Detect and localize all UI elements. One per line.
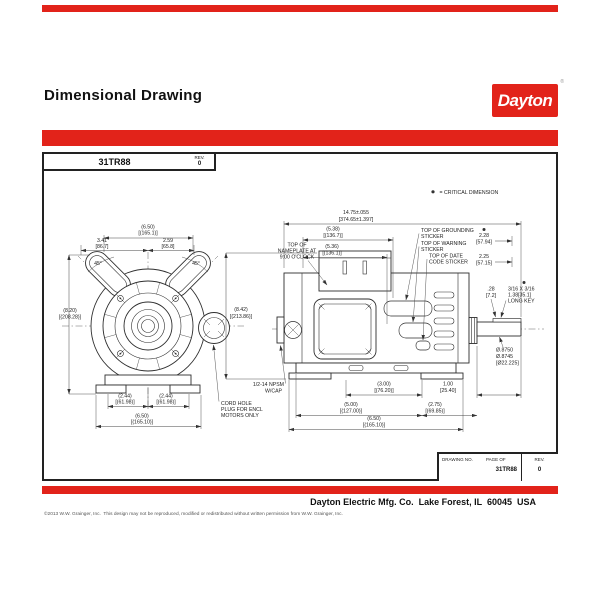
shaft-key [493,319,521,323]
rev-label: REV. [534,457,545,462]
dim-text: (3.00) [377,381,391,388]
dim-text: (8.42) [234,307,248,313]
warning-note: STICKER [421,247,444,253]
dim-text: 3.41 [96,238,108,244]
dim-text: [(136.7)] [323,233,343,239]
key-note: 1.38[35.1] [508,292,532,299]
dim-text: [(165.10)] [130,419,154,426]
dim-text: [(208.28)] [58,314,82,321]
critical-dot-icon [483,228,486,231]
company-address: Dayton Electric Mfg. Co. Lake Forest, IL 60045 USA [310,497,536,507]
conduit-boss [277,317,284,343]
dim-text: [(127.00)] [339,408,363,415]
page-of-label: PAGE OF [486,457,506,462]
dim-text: [(76.20)] [374,388,394,394]
dim-text: 2.28 [478,233,490,239]
angle-label: 45° [192,261,200,267]
nameplate-note: 9:00 O'CLOCK [279,254,315,261]
dim-text: (5.38) [326,226,340,233]
key-note: 3/16 X 3/16 [508,286,535,293]
dim-text: [(213.86)] [229,314,253,320]
dim-text: (2.44) [159,393,173,400]
rev-value: 0 [537,467,542,473]
grounding-note: STICKER [421,234,444,240]
dim-text: 1.00 [442,381,454,388]
title-block [437,452,558,481]
registered-mark-icon: ® [560,79,564,85]
key-note: LONG KEY [508,298,535,305]
nameplate-note: TOP OF [287,242,307,249]
dim-text: (6.50) [135,413,149,420]
legend-text: = CRITICAL DIMENSION [439,190,499,196]
cord-hole-plug [199,313,230,344]
dim-text: (6.50) [367,416,381,422]
dim-text: [(136.1)] [322,250,342,257]
npsm-note: W/CAP [264,388,282,395]
dim-text: [(61.98)] [156,399,176,406]
grounding-note: TOP OF GROUNDING [421,228,474,234]
datecode-note: CODE STICKER [429,259,468,266]
dim-text: 14.75±.055 [343,210,369,216]
drawing-no-value: 31TR88 [495,467,517,473]
dim-text: [(165.10)] [362,422,386,429]
dim-text: [25.40] [440,388,456,394]
dayton-logo-text: Dayton [497,90,553,110]
shaft-diameter: [Ø22.225] [496,360,519,367]
dim-text: (2.75) [428,402,442,408]
angle-label: 45° [94,261,102,267]
capacitor-housing [319,251,391,291]
critical-dimension-legend [431,190,498,196]
dim-text: [(61.98)] [115,399,135,406]
shaft-hub [124,302,172,350]
red-divider-band [42,130,558,146]
dim-text: (5.00) [344,402,358,408]
critical-dot-icon [431,190,434,193]
dim-text: [57.94] [476,239,492,246]
bottom-red-rule [42,486,558,494]
cord-hole-note: CORD HOLE [221,401,252,407]
dim-text: [374.65±1.397] [338,217,374,223]
technical-drawing [44,154,556,479]
dim-text: [(69.85)] [425,408,445,415]
side-base [289,363,463,379]
part-number: 31TR88 [98,156,131,167]
shaft [469,318,521,344]
dim-text: 2.25 [478,254,490,260]
npsm-note: 1/2-14 NPSM [252,382,284,388]
dim-text: 2.59 [162,238,174,244]
dim-text: (5.36) [325,244,339,250]
shaft-diameter: Ø.8745 [496,354,514,360]
part-number-block [42,152,187,171]
face-screw [285,322,302,339]
dim-text: (8.20) [63,308,77,314]
cord-hole-note: PLUG FOR ENCL [221,407,263,413]
dim-text: (6.50) [141,224,155,231]
dim-text: [(165.1)] [138,230,158,237]
datecode-note: TOP OF DATE [429,253,464,260]
top-red-rule [42,5,558,12]
drawing-no-label: DRAWING NO. [442,457,473,462]
terminal-cover [314,299,376,359]
copyright-notice: ©2013 W.W. Grainger, Inc. This design may not be reproduced, modified or redistributed without written permission from W.W. Grainger, Inc. [44,512,343,517]
dayton-logo [492,79,564,117]
dim-text: [57.15] [476,260,492,267]
warning-note: TOP OF WARNING [421,241,467,247]
page-title: Dimensional Drawing [44,87,203,104]
critical-dot-icon [523,281,526,284]
dim-text: .28 [487,286,495,293]
dim-text: [86.7] [95,244,109,250]
dim-text: (2.44) [118,393,132,400]
shaft-diameter: Ø.8750 [496,347,514,354]
nameplate-note: NAMEPLATE AT [277,248,317,255]
dim-text: [7.2] [485,293,497,299]
revision-block [185,152,216,171]
dim-text: [65.8] [161,244,175,250]
rev-value: 0 [197,161,202,167]
cord-hole-note: MOTORS ONLY [221,413,259,419]
rev-label: REV. [194,155,205,160]
